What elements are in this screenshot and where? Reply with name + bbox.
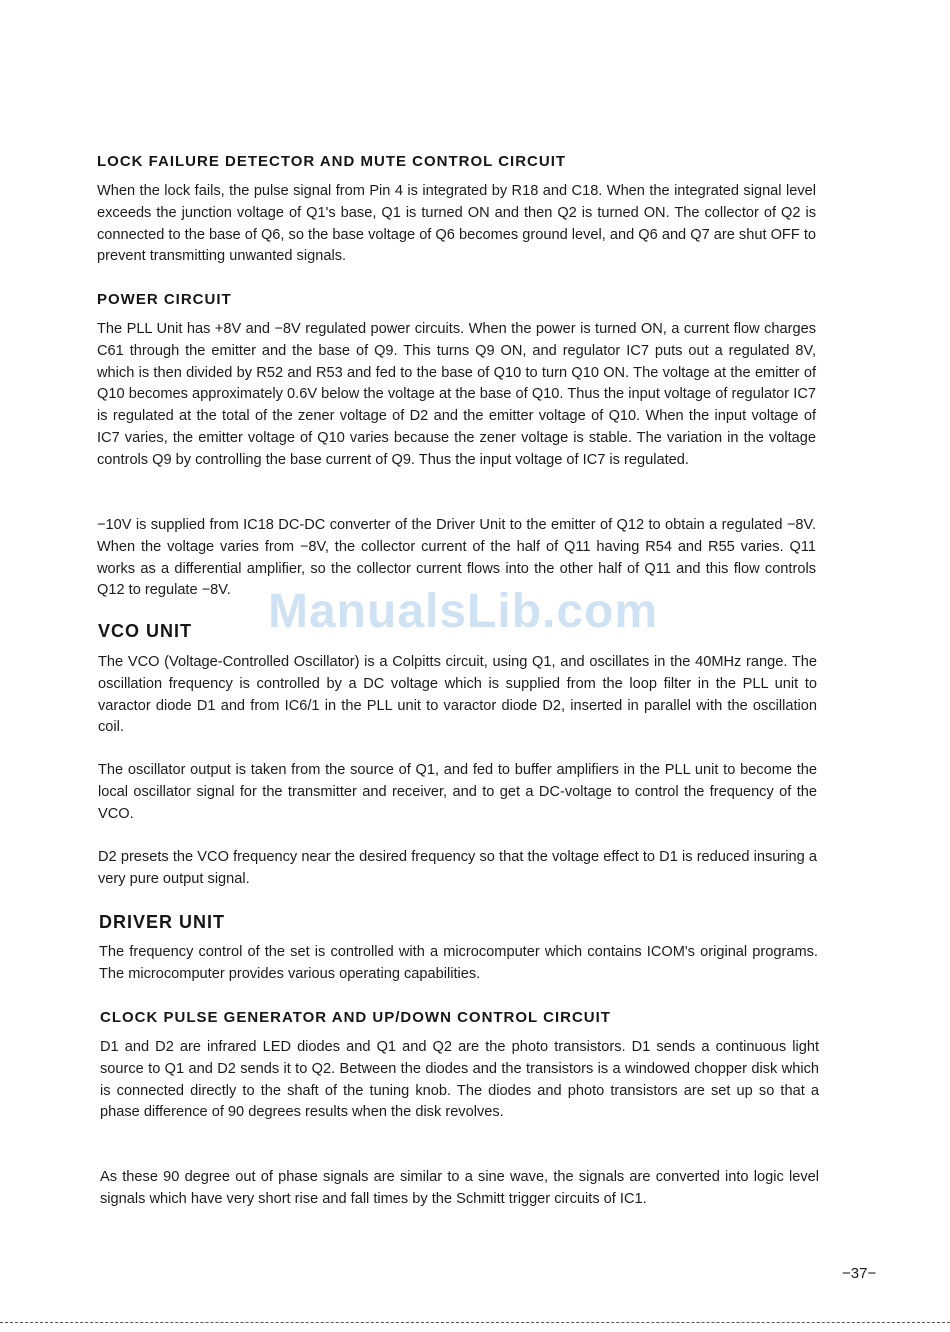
paragraph-power-circuit-1: The PLL Unit has +8V and −8V regulated power circuits. When the power is turned ON, a current flow charges C61 through the emitter and the base of Q9. This turns Q9 ON, and regulator IC7 puts out a regulated 8V, which is then divided by R52 and R53 and fed to the base of Q10 to turn Q10 ON. The voltage at the emitter of Q10 becomes approximately 0.6V below the voltage at the base of Q10. Thus the input voltage of regulator IC7 is regulated at the total of the zener voltage of D2 and the emitter voltage of Q10. When the input voltage of IC7 varies, the emitter voltage of Q10 varies because the zener voltage is stable. The variation in the voltage controls Q9 by controlling the base current of Q9. Thus the input voltage of IC7 is regulated. <box>97 321 816 468</box>
paragraph-clock-pulse-2: As these 90 degree out of phase signals are similar to a sine wave, the signals are converted into logic level signals which have very short rise and fall times by the Schmitt trigger circuits of IC1. <box>100 1169 819 1207</box>
paragraph-lock-failure: When the lock fails, the pulse signal from Pin 4 is integrated by R18 and C18. When the integrated signal level exceeds the junction voltage of Q1's base, Q1 is turned ON and then Q2 is turned ON. The collector of Q2 is connected to the base of Q6, so the base voltage of Q6 becomes ground level, and Q6 and Q7 are shut OFF to prevent transmitting unwanted signals. <box>97 183 816 265</box>
paragraph-vco-1: The VCO (Voltage-Controlled Oscillator) is a Colpitts circuit, using Q1, and oscillates in the 40MHz range. The oscillation frequency is controlled by a DC voltage which is supplied from the loop filter in the PLL unit to varactor diode D1 and from IC6/1 in the PLL unit to varactor diode D2, inserted in parallel with the oscillation coil. <box>98 654 817 736</box>
heading-vco-unit: VCO UNIT <box>98 621 193 641</box>
heading-clock-pulse: CLOCK PULSE GENERATOR AND UP/DOWN CONTROL CIRCUIT <box>100 1009 611 1026</box>
page-number: −37− <box>842 1265 877 1282</box>
paragraph-driver-unit: The frequency control of the set is controlled with a microcomputer which contains ICOM's original programs. The microcomputer provides various operating capabilities. <box>99 944 818 982</box>
paragraph-vco-3: D2 presets the VCO frequency near the desired frequency so that the voltage effect to D1 is reduced insuring a very pure output signal. <box>98 849 817 887</box>
paragraph-clock-pulse-1: D1 and D2 are infrared LED diodes and Q1 and Q2 are the photo transistors. D1 sends a continuous light source to Q1 and D2 sends it to Q2. Between the diodes and the transistors is a windowed chopper disk which is connected directly to the shaft of the tuning knob. The diodes and photo transistors are set up so that a phase difference of 90 degrees results when the disk revolves. <box>100 1039 819 1121</box>
watermark: ManualsLib.com <box>268 585 659 638</box>
paragraph-power-circuit-2: −10V is supplied from IC18 DC-DC converter of the Driver Unit to the emitter of Q12 to obtain a regulated −8V. When the voltage varies from −8V, the collector current of the half of Q11 having R54 and R55 varies. Q11 works as a differential amplifier, so the collector current flows into the other half of Q11 and this flow controls Q12 to regulate −8V. <box>97 517 816 599</box>
heading-driver-unit: DRIVER UNIT <box>99 912 226 932</box>
heading-lock-failure: LOCK FAILURE DETECTOR AND MUTE CONTROL CIRCUIT <box>97 153 567 170</box>
bottom-rule <box>0 1322 950 1323</box>
heading-power-circuit: POWER CIRCUIT <box>97 291 232 308</box>
paragraph-vco-2: The oscillator output is taken from the source of Q1, and fed to buffer amplifiers in the PLL unit to become the local oscillator signal for the transmitter and receiver, and to get a DC-voltage to control the frequency of the VCO. <box>98 762 817 822</box>
